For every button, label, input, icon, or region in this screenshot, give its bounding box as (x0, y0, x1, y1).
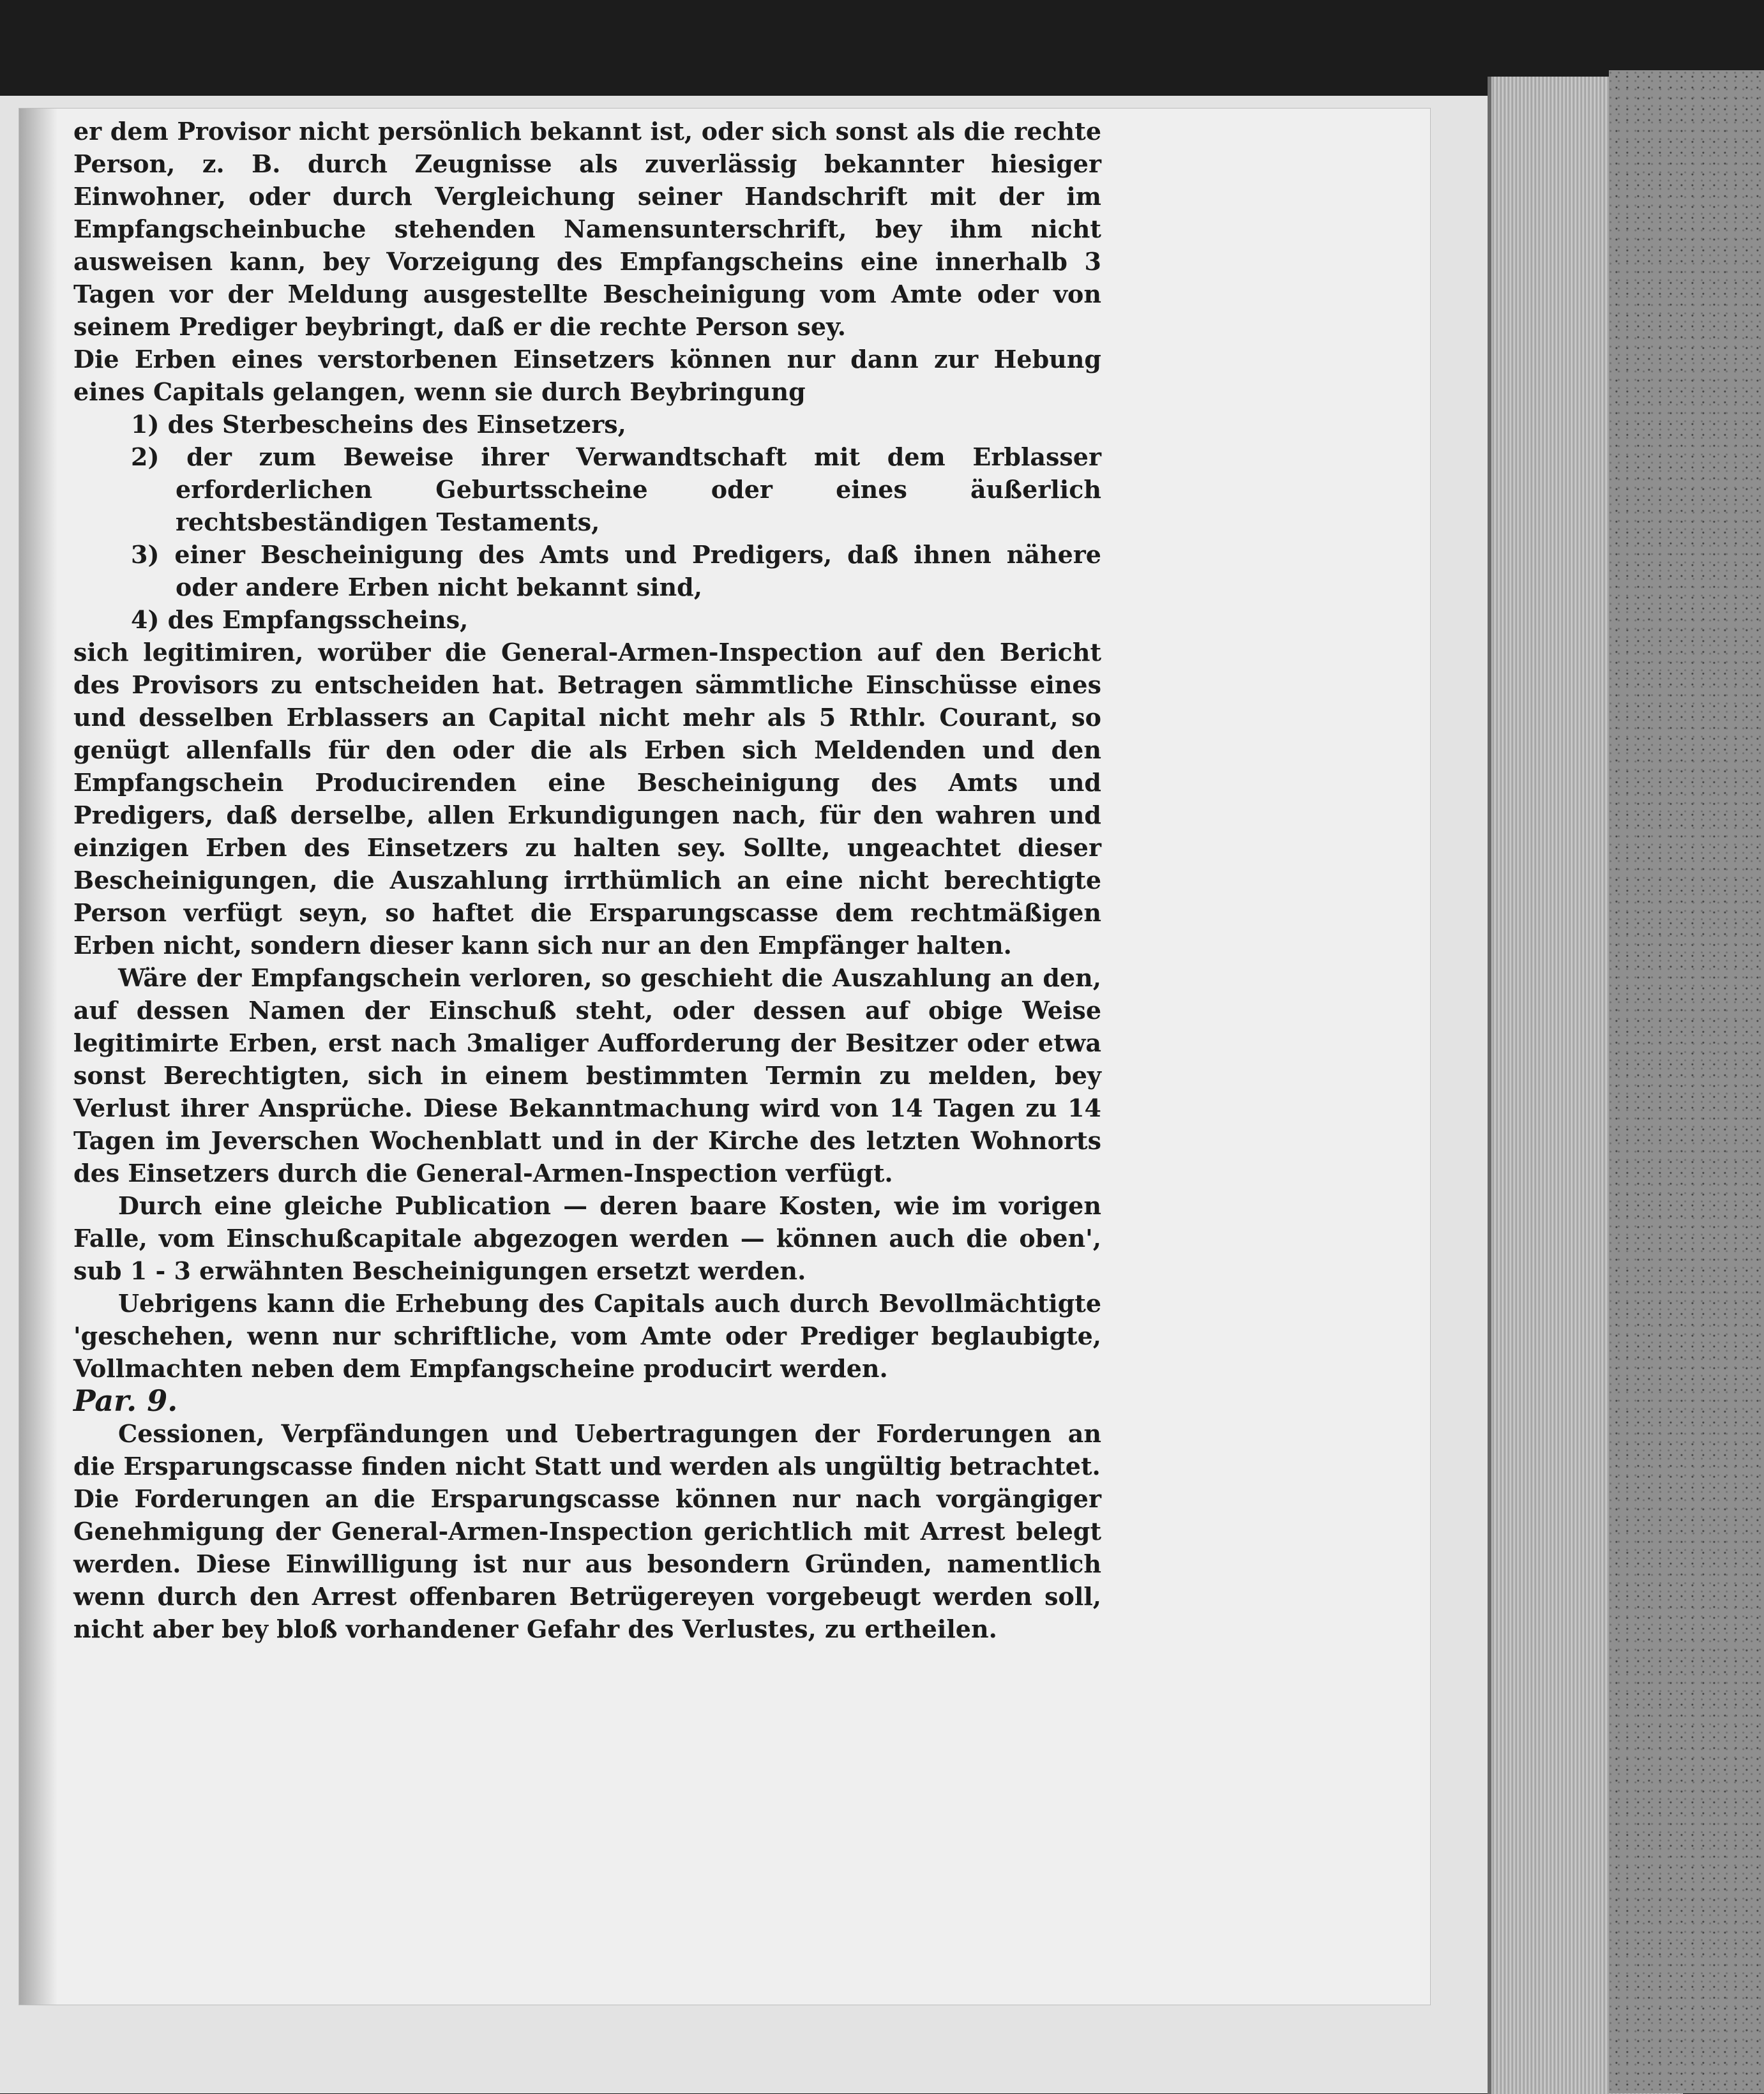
paragraph: Cessionen, Verpfändungen und Uebertragungen der Forderungen an die Ersparungscasse finden nicht Statt und werden als ungültig betrachtet. (73, 1419, 1101, 1480)
book-cover-board (1609, 70, 1764, 2093)
list-item: 4) des Empfangsscheins, (131, 605, 469, 634)
page-gutter-shadow (19, 109, 57, 2005)
list-item: 2) der zum Beweise ihrer Verwandtschaft mit dem Erblasser erforderlichen Geburtsscheine oder eines äußerlich rechtsbeständigen Testaments, (131, 442, 1101, 536)
paragraph: er dem Provisor nicht persönlich bekannt ist, oder sich sonst als die rechte Person, z. B. durch Zeugnisse als zuverlässig bekannter hiesiger Einwohner, oder durch Vergleichung seiner Handschrift mit der im Empfangscheinbuche stehenden Namensunterschrift, bey ihm nicht ausweisen kann, bey Vorzeigung des Empfangscheins eine innerhalb 3 Tagen vor der Meldung ausgestellte Bescheinigung vom Amte oder von seinem Prediger beybringt, daß er die rechte Person sey. (73, 117, 1101, 341)
list-item: 1) des Sterbescheins des Einsetzers, (131, 410, 626, 439)
paragraph: Durch eine gleiche Publication — deren baare Kosten, wie im vorigen Falle, vom Einschußcapitale abgezogen werden — können auch die oben', sub 1 - 3 erwähnten Bescheinigungen ersetzt werden. (73, 1191, 1101, 1285)
list-item: 3) einer Bescheinigung des Amts und Predigers, daß ihnen nähere oder andere Erben nicht bekannt sind, (131, 540, 1101, 601)
paragraph: Uebrigens kann die Erhebung des Capitals auch durch Bevollmächtigte 'geschehen, wenn nur schriftliche, vom Amte oder Prediger beglaubigte, Vollmachten neben dem Empfangscheine producirt werden. (73, 1289, 1101, 1383)
document-body (73, 115, 1101, 1645)
section-heading: Par. 9. (73, 1383, 178, 1418)
paragraph: Wäre der Empfangschein verloren, so geschieht die Auszahlung an den, auf dessen Namen der Einschuß steht, oder dessen auf obige Weise legitimirte Erben, erst nach 3maliger Aufforderung der Besitzer oder etwa sonst Berechtigten, sich in einem bestimmten Termin zu melden, bey Verlust ihrer Ansprüche. Diese Bekanntmachung wird von 14 Tagen zu 14 Tagen im Jeverschen Wochenblatt und in der Kirche des letzten Wohnorts des Einsetzers durch die General-Armen-Inspection verfügt. (73, 963, 1101, 1187)
paragraph: Die Forderungen an die Ersparungscasse können nur nach vorgängiger Genehmigung der General-Armen-Inspection gerichtlich mit Arrest belegt werden. Diese Einwilligung ist nur aus besondern Gründen, namentlich wenn durch den Arrest offenbaren Betrügereyen vorgebeugt werden soll, nicht aber bey bloß vorhandener Gefahr des Verlustes, zu ertheilen. (73, 1484, 1101, 1643)
paragraph: Die Erben eines verstorbenen Einsetzers können nur dann zur Hebung eines Capitals gelangen, wenn sie durch Beybringung (73, 345, 1101, 406)
paragraph: sich legitimiren, worüber die General-Armen-Inspection auf den Bericht des Provisors zu entscheiden hat. Betragen sämmtliche Einschüsse eines und desselben Erblassers an Capital nicht mehr als 5 Rthlr. Courant, so genügt allenfalls für den oder die als Erben sich Meldenden und den Empfangschein Producirenden eine Bescheinigung des Amts und Predigers, daß derselbe, allen Erkundigungen nach, für den wahren und einzigen Erben des Einsetzers zu halten sey. Sollte, ungeachtet dieser Bescheinigungen, die Auszahlung irrthümlich an eine nicht berechtigte Person verfügt seyn, so haftet die Ersparungscasse dem rechtmäßigen Erben nicht, sondern dieser kann sich nur an den Empfänger halten. (73, 638, 1101, 960)
